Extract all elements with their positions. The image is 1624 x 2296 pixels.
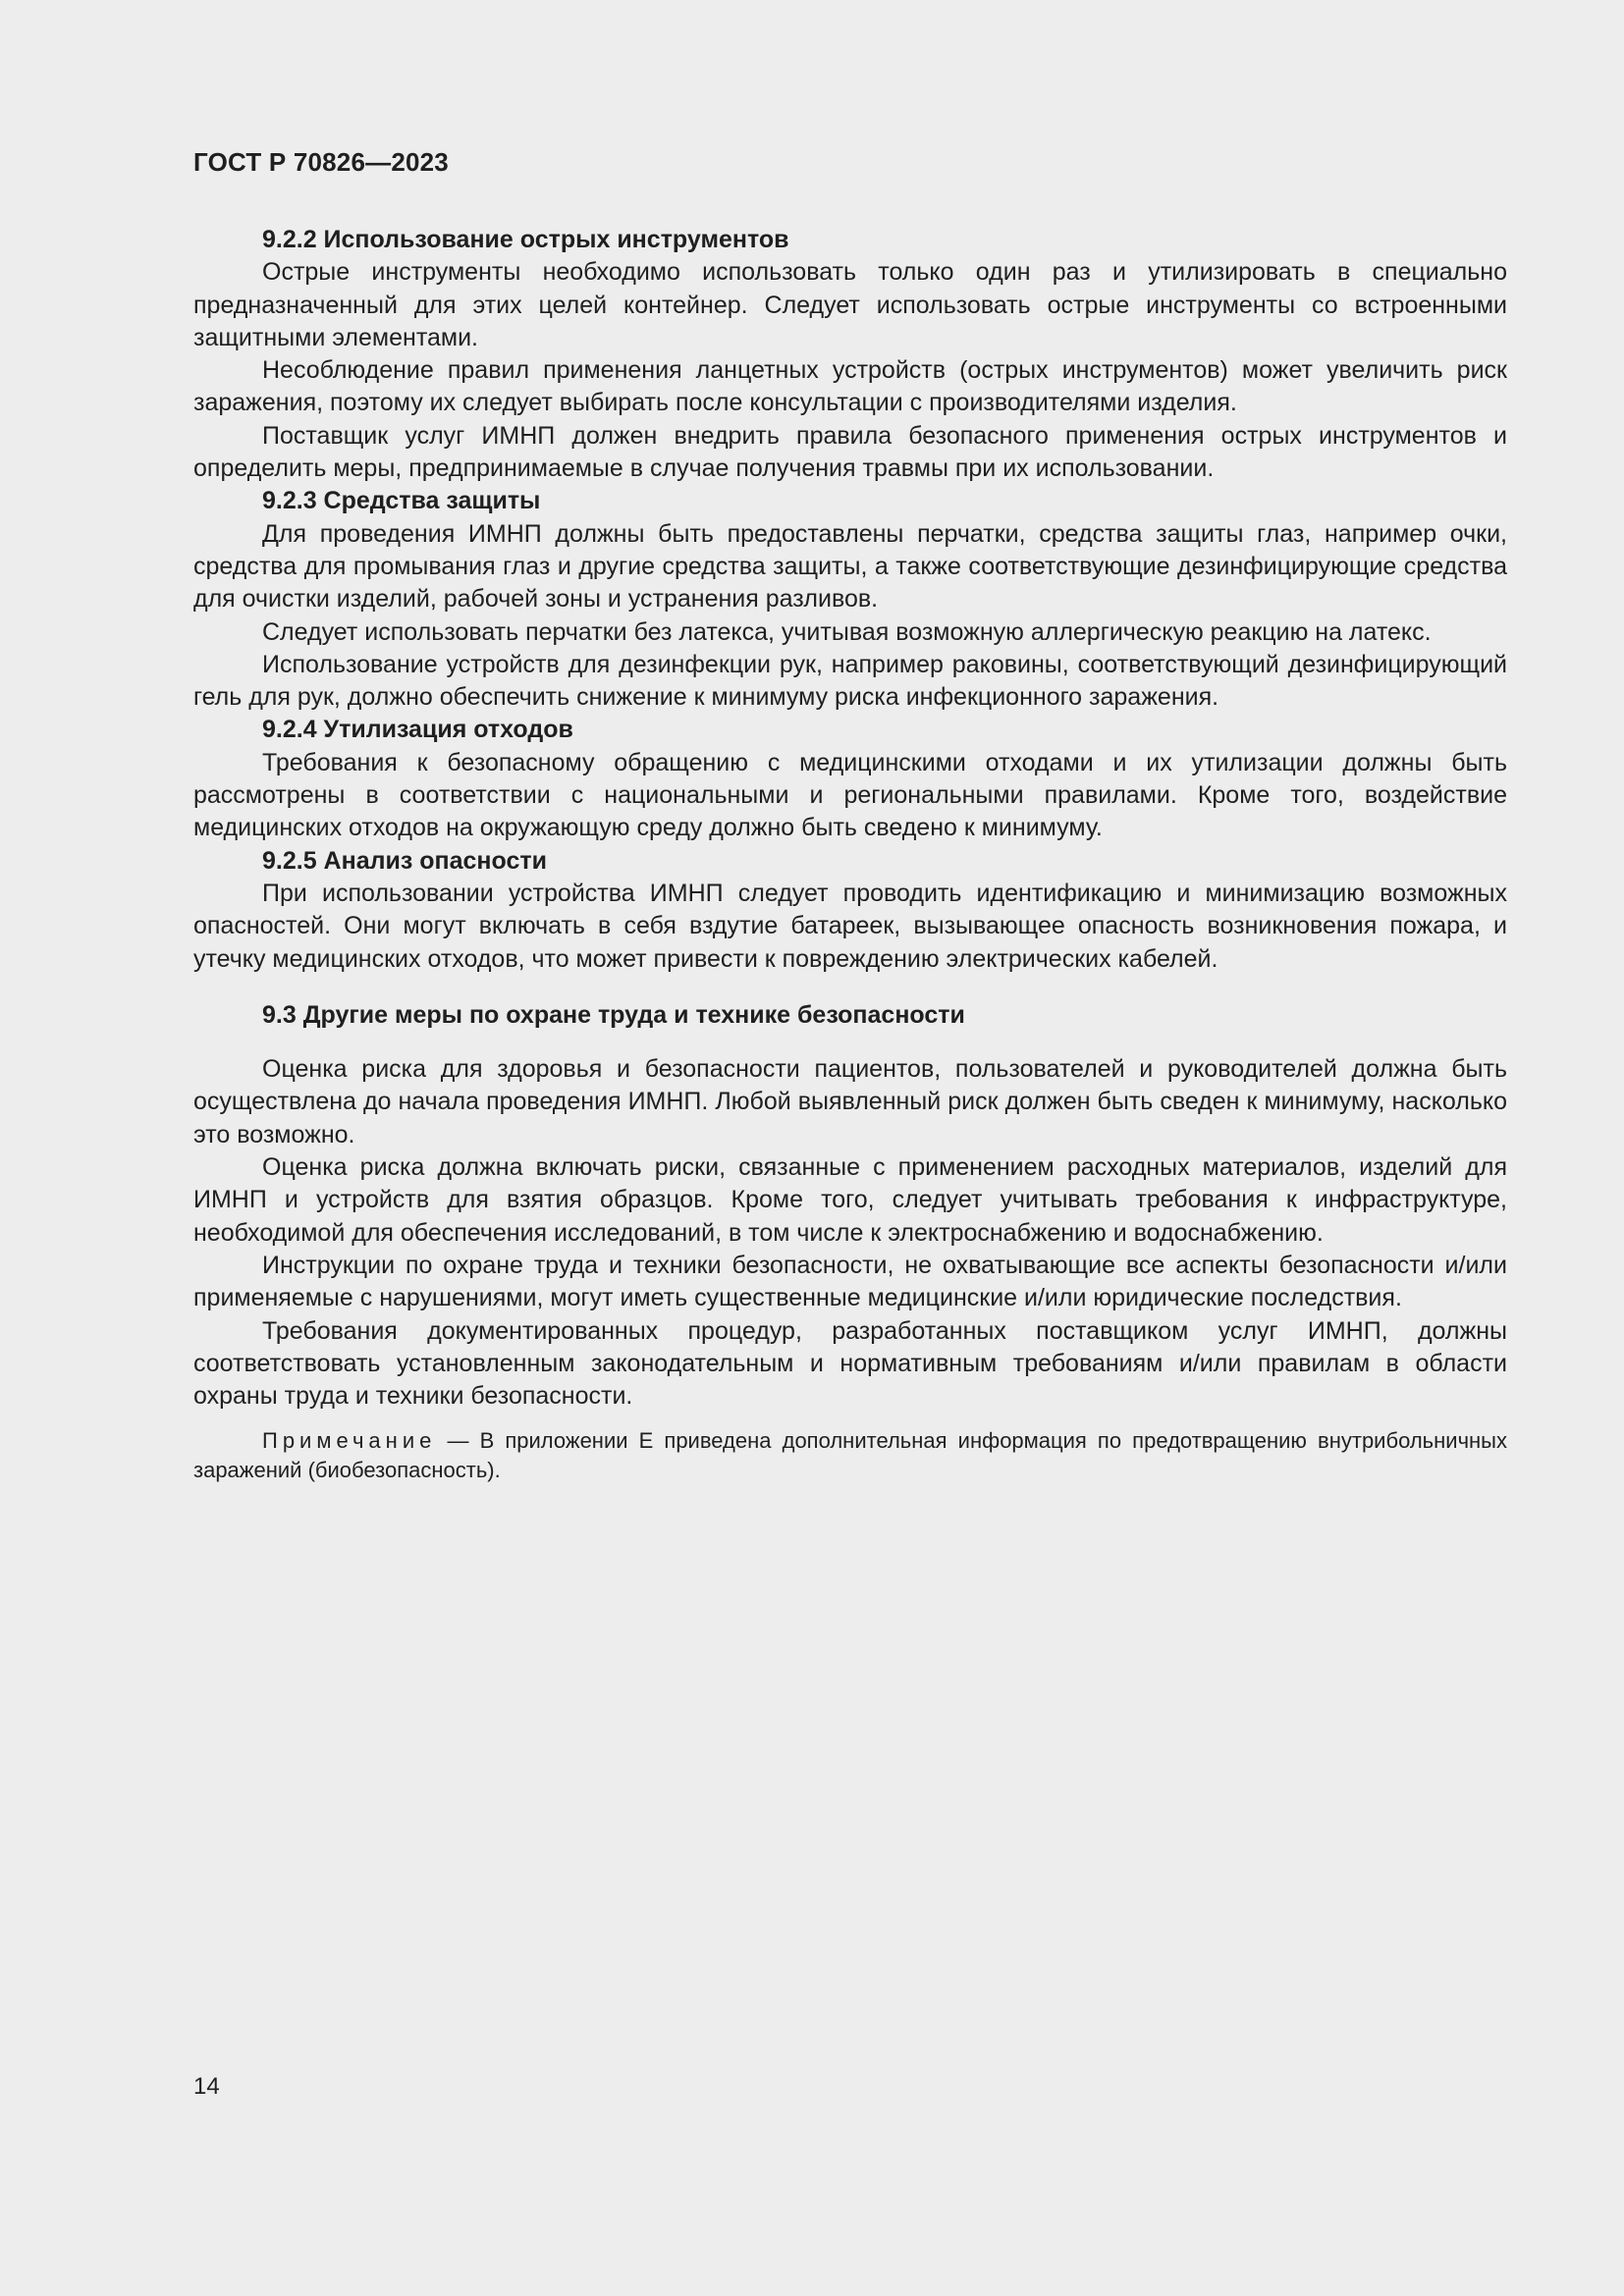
paragraph: Острые инструменты необходимо использовать только один раз и утилизировать в специально предназначенный для этих целей контейнер. Следует использовать острые инструменты со встроенными защитными элементами. — [193, 258, 1507, 351]
note-label: Примечание — [262, 1428, 437, 1454]
paragraph: Требования документированных процедур, разработанных поставщиком услуг ИМНП, должны соответствовать установленным законодательным и нормативным требованиям и/или правилам в области охраны труда и техники безопасности. — [193, 1316, 1507, 1411]
paragraph: Использование устройств для дезинфекции рук, например раковины, соответствующий дезинфицирующий гель для рук, должно обеспечить снижение к минимуму риска инфекционного заражения. — [193, 650, 1507, 712]
paragraph: Несоблюдение правил применения ланцетных устройств (острых инструментов) может увеличить риск заражения, поэтому их следует выбирать после консультации с производителями изделия. — [193, 356, 1507, 417]
section-heading-9-2-2: 9.2.2 Использование острых инструментов — [262, 226, 789, 253]
section-heading-9-2-4: 9.2.4 Утилизация отходов — [262, 716, 573, 744]
section-heading-9-2-3: 9.2.3 Средства защиты — [262, 487, 541, 515]
document-body — [193, 224, 1507, 1485]
page-number: 14 — [193, 2073, 220, 2100]
paragraph: Следует использовать перчатки без латекса, учитывая возможную аллергическую реакцию на латекс. — [262, 617, 1432, 646]
paragraph: Для проведения ИМНП должны быть предоставлены перчатки, средства защиты глаз, например очки, средства для промывания глаз и другие средства защиты, а также соответствующие дезинфицирующие средства для очистки изделий, рабочей зоны и устранения разливов. — [193, 519, 1507, 614]
note-dash: — — [436, 1428, 480, 1454]
note — [193, 1426, 1507, 1485]
section-heading-9-2-5: 9.2.5 Анализ опасности — [262, 846, 547, 875]
paragraph: При использовании устройства ИМНП следует проводить идентификацию и минимизацию возможных опасностей. Они могут включать в себя вздутие батареек, вызывающее опасность возникновения пожара, и утечку медицинских отходов, что может привести к повреждению электрических кабелей. — [193, 879, 1507, 973]
section-heading-9-3: 9.3 Другие меры по охране труда и технике безопасности — [262, 1000, 965, 1029]
note-text: В приложении Е приведена дополнительная информация по предотвращению внутрибольничных заражений (биобезопасность). — [193, 1428, 1507, 1483]
document-designation: ГОСТ Р 70826—2023 — [193, 147, 449, 177]
paragraph: Инструкции по охране труда и техники безопасности, не охватывающие все аспекты безопасности и/или применяемые с нарушениями, могут иметь существенные медицинские и/или юридические последствия. — [193, 1251, 1507, 1312]
paragraph: Поставщик услуг ИМНП должен внедрить правила безопасного применения острых инструментов и определить меры, предпринимаемые в случае получения травмы при их использовании. — [193, 421, 1507, 483]
paragraph: Оценка риска для здоровья и безопасности пациентов, пользователей и руководителей должна быть осуществлена до начала проведения ИМНП. Любой выявленный риск должен быть сведен к минимуму, насколько это возможно. — [193, 1055, 1507, 1148]
paragraph: Требования к безопасному обращению с медицинскими отходами и их утилизации должны быть рассмотрены в соответствии с национальными и региональными правилами. Кроме того, воздействие медицинских отходов на окружающую среду должно быть сведено к минимуму. — [193, 748, 1507, 842]
paragraph: Оценка риска должна включать риски, связанные с применением расходных материалов, изделий для ИМНП и устройств для взятия образцов. Кроме того, следует учитывать требования к инфраструктуре, необходимой для обеспечения исследований, в том числе к электроснабжению и водоснабжению. — [193, 1153, 1507, 1247]
